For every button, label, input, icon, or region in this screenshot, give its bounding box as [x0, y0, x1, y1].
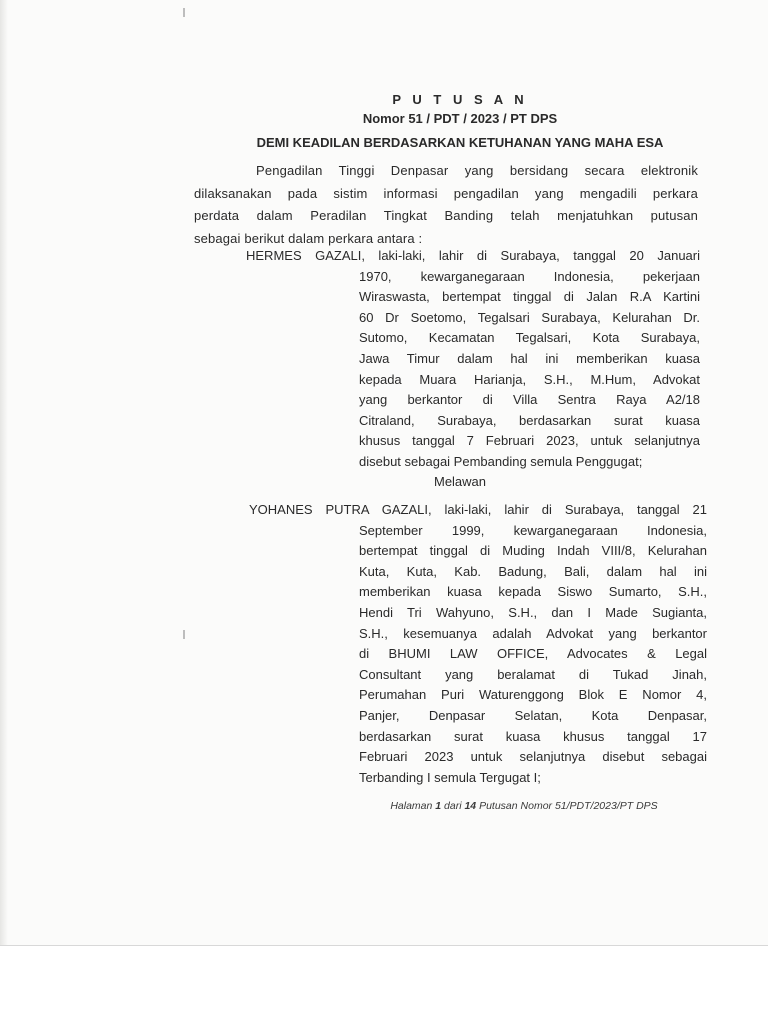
party-line: disebut sebagai Pembanding semula Penggugat; — [359, 453, 643, 469]
party-line: September 1999, kewarganegaraan Indonesia, — [359, 522, 707, 538]
party-line: HERMES GAZALI, laki-laki, lahir di Surabaya, tanggal 20 Januari — [246, 248, 700, 263]
party-line: Citraland, Surabaya, berdasarkan surat kuasa — [359, 412, 700, 428]
footer-suffix: Putusan Nomor 51/PDT/2023/PT DPS — [476, 800, 658, 812]
case-number: Nomor 51 / PDT / 2023 / PT DPS — [362, 111, 558, 126]
intro-line: Pengadilan Tinggi Denpasar yang bersidang secara elektronik — [256, 163, 698, 178]
party-line: khusus tanggal 7 Februari 2023, untuk selanjutnya — [359, 433, 700, 449]
party-line: memberikan kuasa kepada Siswo Sumarto, S.H., — [359, 584, 707, 600]
background-below-page — [0, 946, 768, 1024]
intro-paragraph — [194, 160, 698, 250]
party-line: 1970, kewarganegaraan Indonesia, pekerjaan — [359, 268, 700, 284]
party-line: Consultant yang beralamat di Tukad Jinah, — [359, 666, 707, 682]
party-line: Sutomo, Kecamatan Tegalsari, Kota Surabaya, — [359, 330, 700, 346]
party-pembanding — [246, 246, 700, 473]
party-line: Hendi Tri Wahyuno, S.H., dan I Made Sugianta, — [359, 604, 707, 620]
scan-speck — [183, 8, 185, 17]
party-line: di BHUMI LAW OFFICE, Advocates & Legal — [359, 646, 707, 662]
party-line: Februari 2023 untuk selanjutnya disebut sebagai — [359, 749, 707, 765]
page-footer — [0, 800, 768, 812]
party-line: 60 Dr Soetomo, Tegalsari Surabaya, Kelurahan Dr. — [359, 309, 700, 325]
intro-line: perdata dalam Peradilan Tingkat Banding telah menjatuhkan putusan — [194, 208, 698, 223]
party-terbanding — [249, 500, 707, 788]
party-line: bertempat tinggal di Muding Indah VIII/8, Kelurahan — [359, 543, 707, 559]
footer-total-pages: 14 — [464, 800, 477, 812]
party-line: Perumahan Puri Waturenggong Blok E Nomor 4, — [359, 687, 707, 703]
party-line: kepada Muara Harianja, S.H., M.Hum, Advokat — [359, 371, 700, 387]
demi-keadilan-heading: DEMI KEADILAN BERDASARKAN KETUHANAN YANG MAHA ESA — [256, 135, 664, 150]
footer-mid: dari — [441, 800, 465, 812]
footer-page-number: 1 — [435, 800, 442, 812]
intro-line: dilaksanakan pada sistim informasi pengadilan yang mengadili perkara — [194, 185, 698, 201]
intro-line: sebagai berikut dalam perkara antara : — [194, 230, 423, 246]
document-title: P U T U S A N — [392, 92, 528, 107]
party-line: yang berkantor di Villa Sentra Raya A2/18 — [359, 392, 700, 408]
party-line: YOHANES PUTRA GAZALI, laki-laki, lahir di Surabaya, tanggal 21 — [249, 502, 707, 517]
party-line: Terbanding I semula Tergugat I; — [359, 769, 541, 785]
party-line: S.H., kesemuanya adalah Advokat yang berkantor — [359, 625, 707, 641]
party-line: Jawa Timur dalam hal ini memberikan kuasa — [359, 350, 700, 366]
party-line: Wiraswasta, bertempat tinggal di Jalan R.A Kartini — [359, 289, 700, 305]
melawan-label: Melawan — [433, 474, 487, 489]
scan-speck — [183, 630, 185, 639]
party-line: Panjer, Denpasar Selatan, Kota Denpasar, — [359, 707, 707, 723]
footer-prefix: Halaman — [390, 800, 436, 812]
party-line: Kuta, Kuta, Kab. Badung, Bali, dalam hal ini — [359, 563, 707, 579]
party-line: berdasarkan surat kuasa khusus tanggal 17 — [359, 728, 707, 744]
